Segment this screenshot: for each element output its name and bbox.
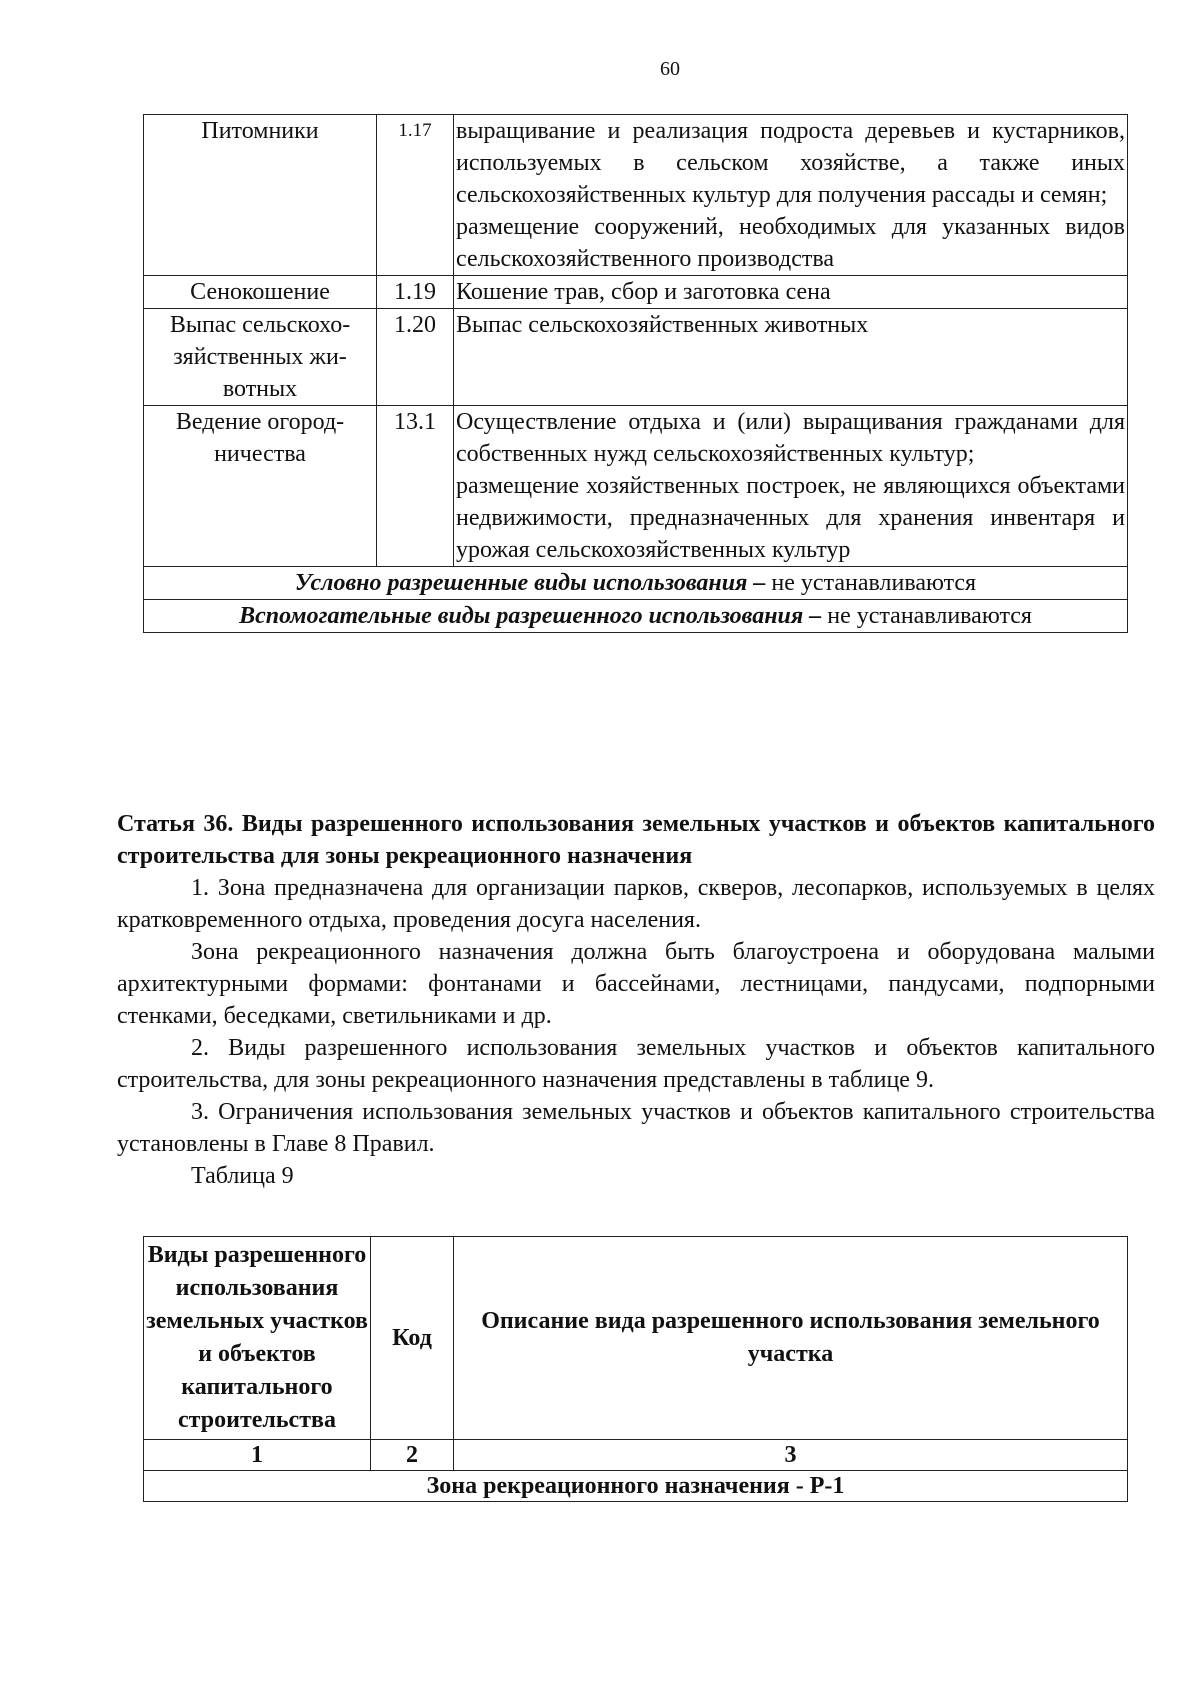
code-cell: 1.17 xyxy=(377,115,454,276)
table-9 xyxy=(143,1236,1128,1502)
description-cell xyxy=(454,115,1128,276)
column-number: 2 xyxy=(371,1440,454,1471)
header-description: Описание вида разрешенного использования земельного участка xyxy=(454,1237,1128,1440)
description-paragraph: размещение сооружений, необходимых для указанных видов сельскохозяйственного производства xyxy=(456,214,1125,272)
conditional-uses-cell xyxy=(144,567,1128,600)
auxiliary-uses-row xyxy=(144,600,1128,633)
table-label: Таблица 9 xyxy=(191,1163,294,1189)
zone-title: Зона рекреационного назначения - Р-1 xyxy=(144,1471,1128,1502)
table-row xyxy=(144,276,1128,309)
table-row xyxy=(144,309,1128,406)
article-36 xyxy=(117,808,1155,1192)
column-number: 3 xyxy=(454,1440,1128,1471)
article-title: Статья 36. Виды разрешенного использования земельных участков и объектов капитального строительства для зоны рекреационного назначения xyxy=(117,811,1155,869)
conditional-uses-value: не устанавливаются xyxy=(771,570,977,596)
description-cell xyxy=(454,276,1128,309)
land-use-table-continued xyxy=(143,114,1128,633)
code-cell: 1.19 xyxy=(377,276,454,309)
column-number-row xyxy=(144,1440,1128,1471)
description-cell xyxy=(454,309,1128,406)
article-paragraph: 1. Зона предназначена для организации парков, скверов, лесопарков, используемых в целях кратковременного отдыха, проведения досуга населения. xyxy=(117,875,1155,933)
article-paragraph: Зона рекреационного назначения должна быть благоустроена и оборудована малыми архитектурными формами: фонтанами и бассейнами, лестницами, пандусами, подпорными стенками, беседками, светильниками и др. xyxy=(117,939,1155,1029)
header-use-types: Виды разрешенного использования земельных участков и объектов капитального строительства xyxy=(144,1237,371,1440)
auxiliary-uses-label: Вспомогательные виды разрешенного использования xyxy=(239,603,804,629)
table-row xyxy=(144,115,1128,276)
description-cell xyxy=(454,406,1128,567)
code-cell: 13.1 xyxy=(377,406,454,567)
header-code: Код xyxy=(371,1237,454,1440)
table-header-row xyxy=(144,1237,1128,1440)
conditional-uses-row xyxy=(144,567,1128,600)
dash: – xyxy=(747,570,772,596)
use-type-cell: Ведение огород-ничества xyxy=(144,406,377,567)
description-paragraph: Кошение трав, сбор и заготовка сена xyxy=(456,279,831,305)
conditional-uses-label: Условно разрешенные виды использования xyxy=(294,570,748,596)
article-paragraph: 2. Виды разрешенного использования земельных участков и объектов капитального строительства, для зоны рекреационного назначения представлены в таблице 9. xyxy=(117,1035,1155,1093)
description-paragraph: Осуществление отдыха и (или) выращивания гражданами для собственных нужд сельскохозяйственных культур; xyxy=(456,409,1125,467)
description-paragraph: Выпас сельскохозяйственных животных xyxy=(456,312,869,338)
page-number: 60 xyxy=(660,58,680,80)
zone-row xyxy=(144,1471,1128,1502)
article-paragraph: 3. Ограничения использования земельных участков и объектов капитального строительства установлены в Главе 8 Правил. xyxy=(117,1099,1155,1157)
use-type-cell: Питомники xyxy=(144,115,377,276)
description-paragraph: размещение хозяйственных построек, не являющихся объектами недвижимости, предназначенных для хранения инвентаря и урожая сельскохозяйственных культур xyxy=(456,473,1125,563)
auxiliary-uses-cell xyxy=(144,600,1128,633)
table-row xyxy=(144,406,1128,567)
code-cell: 1.20 xyxy=(377,309,454,406)
auxiliary-uses-value: не устанавливаются xyxy=(827,603,1032,629)
dash: – xyxy=(803,603,828,629)
use-type-cell: Выпас сельскохо-зяйственных жи-вотных xyxy=(144,309,377,406)
column-number: 1 xyxy=(144,1440,371,1471)
use-type-cell: Сенокошение xyxy=(144,276,377,309)
description-paragraph: выращивание и реализация подроста деревьев и кустарников, используемых в сельском хозяйстве, а также иных сельскохозяйственных культур для получения рассады и семян; xyxy=(456,118,1125,208)
